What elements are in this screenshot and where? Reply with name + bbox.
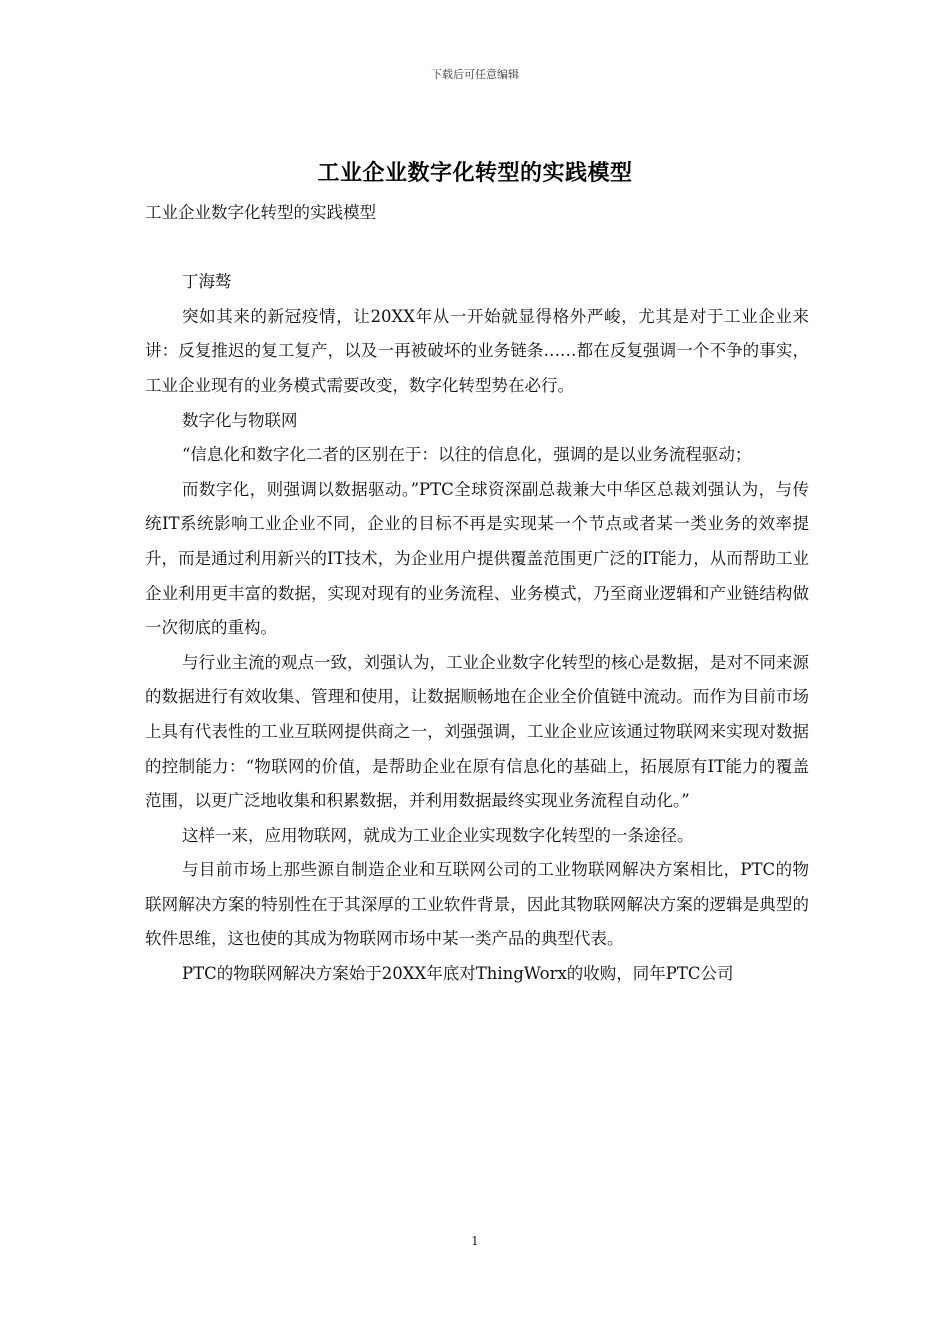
- section-heading: 数字化与物联网: [182, 410, 298, 430]
- paragraph: 这样一来，应用物联网，就成为工业企业实现数字化转型的一条途径。: [182, 825, 694, 845]
- document-title: 工业企业数字化转型的实践模型: [317, 160, 633, 186]
- paragraph: 与行业主流的观点一致，刘强认为，工业企业数字化转型的核心是数据，是对不同来源的数据进行有效收集、管理和使用，让数据顺畅地在企业全价值链中流动。而作为目前市场上具有代表性的工业互联网提供商之一，刘强强调，工业企业应该通过物联网来实现对数据的控制能力：“物联网的价值，是帮助企业在原有信息化的基础上，拓展原有IT能力的覆盖范围，以更广泛地收集和积累数据，并利用数据最终实现业务流程自动化。”: [145, 652, 809, 811]
- paragraph: 突如其来的新冠疫情，让20XX年从一开始就显得格外严峻，尤其是对于工业企业来讲：反复推迟的复工复产，以及一再被破坏的业务链条……都在反复强调一个不争的事实，工业企业现有的业务模式需要改变，数字化转型势在必行。: [145, 306, 809, 395]
- author-line: 丁海骜: [182, 272, 232, 292]
- page-number: 1: [471, 1234, 479, 1248]
- document-body: [145, 196, 809, 992]
- paragraph: “信息化和数字化二者的区别在于：以往的信息化，强调的是以业务流程驱动；: [182, 445, 752, 465]
- page-header-note: 下载后可任意编辑: [431, 68, 519, 81]
- document-subtitle: 工业企业数字化转型的实践模型: [145, 203, 376, 222]
- paragraph: 而数字化，则强调以数据驱动。”PTC全球资深副总裁兼大中华区总裁刘强认为，与传统IT系统影响工业企业不同，企业的目标不再是实现某一个节点或者某一类业务的效率提升，而是通过利用新兴的IT技术，为企业用户提供覆盖范围更广泛的IT能力，从而帮助工业企业利用更丰富的数据，实现对现有的业务流程、业务模式，乃至商业逻辑和产业链结构做一次彻底的重构。: [145, 479, 809, 638]
- paragraph: 与目前市场上那些源自制造企业和互联网公司的工业物联网解决方案相比，PTC的物联网解决方案的特别性在于其深厚的工业软件背景，因此其物联网解决方案的逻辑是典型的软件思维，这也使的其成为物联网市场中某一类产品的典型代表。: [145, 860, 809, 949]
- paragraph: PTC的物联网解决方案始于20XX年底对ThingWorx的收购，同年PTC公司: [182, 964, 734, 984]
